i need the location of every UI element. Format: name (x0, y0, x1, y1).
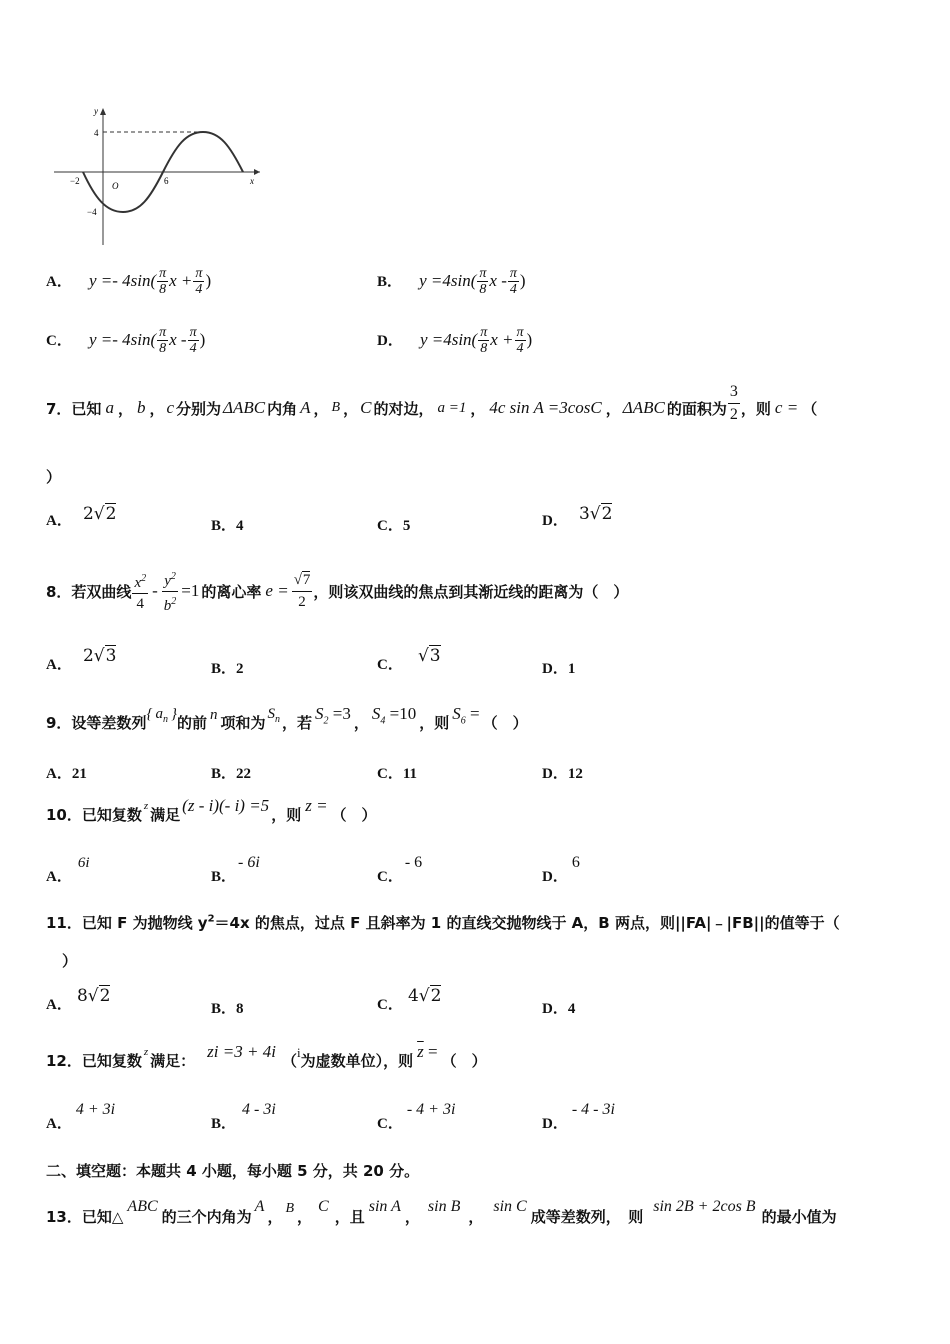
q11-stem: 11．已知 F 为抛物线 $y^2=4x$ 的焦点，过点 F 且斜率为 1 的直线交抛物线于 A，B 两点，则||FA|﹣|FB||的值等于（ (46, 913, 840, 932)
q10-stem: 10．已知复数 z 满足 (z - i)(- i) =5 ，则 z = （ ） (46, 796, 377, 824)
q9-option-c[interactable]: C．11 (377, 766, 418, 782)
x-axis-arrow (254, 169, 260, 175)
q11-stem-close: ） (62, 952, 78, 970)
q10-option-b[interactable]: B．- 6i (211, 854, 260, 885)
section-2-title: 二、填空题：本题共 4 小题，每小题 5 分，共 20 分。 (46, 1162, 420, 1180)
q10-option-c[interactable]: C．- 6 (377, 854, 423, 885)
tick-x-pos: 6 (164, 176, 169, 186)
q12-option-c[interactable]: C．- 4 + 3i (377, 1101, 456, 1132)
q9-option-d[interactable]: D．12 (542, 766, 583, 782)
q6-option-a[interactable]: A． y =- 4sin( $\frac{\pi}{8}$ x + $\frac{\pi}{4}$ ) (46, 266, 212, 297)
q7-option-a[interactable]: A． 2√2 (46, 504, 117, 529)
q7-option-c[interactable]: C．5 (377, 518, 411, 534)
q7-option-b[interactable]: B．4 (211, 518, 244, 534)
q12-stem: 12．已知复数 z 满足： zi =3 + 4i （ i 为虚数单位），则 $\overline{z}$ = （ ） (46, 1042, 487, 1070)
q8-option-d[interactable]: D．1 (542, 661, 576, 677)
q9-option-b[interactable]: B．22 (211, 766, 252, 782)
q12-option-d[interactable]: D．- 4 - 3i (542, 1101, 615, 1132)
origin-label: O (112, 181, 119, 191)
q7-option-d[interactable]: D． 3√2 (542, 504, 613, 529)
q11-option-c[interactable]: C． 4√2 (377, 986, 442, 1013)
y-axis-label: y (94, 106, 98, 116)
q10-option-d[interactable]: D．6 (542, 854, 580, 885)
tick-y-neg: −4 (87, 207, 97, 217)
q8-option-b[interactable]: B．2 (211, 661, 244, 677)
q9-option-a[interactable]: A．21 (46, 766, 87, 782)
q10-option-a[interactable]: A．6i (46, 855, 90, 885)
x-axis-label: x (250, 176, 254, 186)
q6-option-c[interactable]: C． y =- 4sin( $\frac{\pi}{8}$ x - $\frac{\pi}{4}$ ) (46, 325, 206, 356)
q12-option-b[interactable]: B．4 - 3i (211, 1101, 276, 1132)
q7-stem: 7．已知 a ， b ， c 分别为 ΔABC 内角 A ， B ， C 的对边， a =1 ， 4c sin A =3cosC ， ΔABC 的面积为 $\frac{3}{2}$ ，则 c = （ (46, 382, 818, 423)
q12-option-a[interactable]: A．4 + 3i (46, 1101, 116, 1132)
q11-option-a[interactable]: A． 8√2 (46, 986, 111, 1013)
y-axis-arrow (100, 108, 106, 115)
q6-option-b[interactable]: B． y =4sin( $\frac{\pi}{8}$ x - $\frac{\pi}{4}$ ) (377, 266, 526, 297)
sine-graph (50, 100, 265, 250)
q8-stem: 8．若双曲线 $\frac{x^2}{4}$ - $\frac{y^2}{b^2}$ =1 的离心率 e = $\frac{√7}{2}$ ，则该双曲线的焦点到其渐近线的距离为（ ） (46, 560, 628, 622)
q6-option-d[interactable]: D． y =4sin( $\frac{\pi}{8}$ x + $\frac{\pi}{4}$ ) (377, 325, 533, 356)
q11-option-b[interactable]: B．8 (211, 1001, 244, 1017)
q13-stem: 13．已知△ ABC 的三个内角为 A ， B ， C ，且 sin A ， sin B ， sin C 成等差数列， 则 sin 2B + 2cos B 的最小值为 (46, 1198, 837, 1226)
q8-option-a[interactable]: A． 2√3 (46, 646, 117, 673)
q11-option-d[interactable]: D．4 (542, 1001, 576, 1017)
tick-y-pos: 4 (94, 128, 99, 138)
tick-x-neg: −2 (70, 176, 80, 186)
q8-option-c[interactable]: C． √3 (377, 646, 441, 673)
q9-stem: 9．设等差数列 { $a_n$ } 的前 n 项和为 $S_n$ ，若 $S_2 =3$ ， $S_4 =10$ ，则 $S_6$ = （ ） (46, 703, 528, 732)
q7-stem-close: ） (46, 468, 62, 486)
